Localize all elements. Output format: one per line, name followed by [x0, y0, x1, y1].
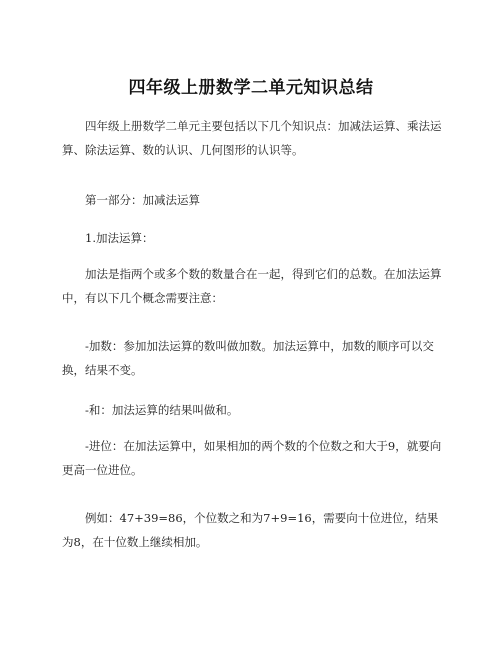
subsection-heading: 1.加法运算： — [85, 231, 154, 245]
example-paragraph: 例如：47+39=86，个位数之和为7+9=16，需要向十位进位，结果为8，在十位数上继续相加。 — [62, 511, 439, 549]
carry-paragraph: -进位：在加法运算中，如果相加的两个数的个位数之和大于9，就要向更高一位进位。 — [62, 439, 442, 477]
section-heading: 第一部分：加减法运算 — [85, 193, 200, 207]
addend-paragraph: -加数：参加加法运算的数叫做加数。加法运算中，加数的顺序可以交换，结果不变。 — [62, 339, 434, 377]
document-title: 四年级上册数学二单元知识总结 — [128, 78, 374, 98]
sum-paragraph: -和：加法运算的结果叫做和。 — [85, 403, 239, 417]
intro-paragraph: 四年级上册数学二单元主要包括以下几个知识点：加减法运算、乘法运算、除法运算、数的认识、几何图形的认识等。 — [62, 119, 442, 157]
addition-definition-paragraph: 加法是指两个或多个数的数量合在一起，得到它们的总数。在加法运算中，有以下几个概念需要注意： — [62, 267, 442, 305]
